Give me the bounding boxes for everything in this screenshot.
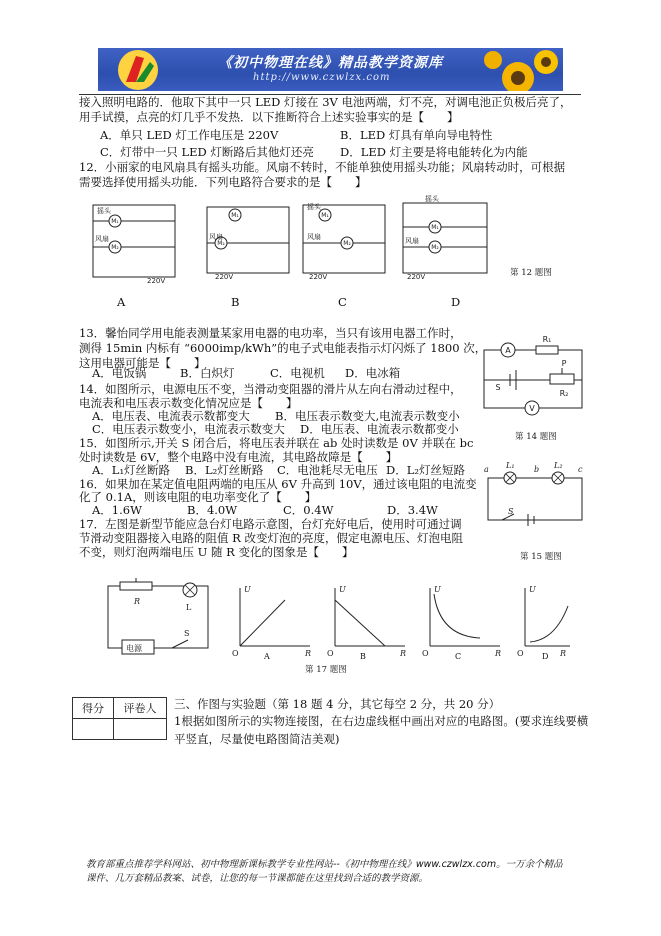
fig15-label-l1: L₁ [506, 461, 515, 470]
fig17-b-o: O [327, 649, 334, 658]
q16-option-c: C．0.4W [283, 503, 334, 517]
q17-stem-line1: 17．左图是新型节能应急台灯电路示意图，台灯充好电后，使用时可通过调 [79, 517, 462, 531]
fig15-label-b: b [534, 465, 540, 474]
fig12-d-220v: 220V [407, 273, 426, 281]
fig14-voltmeter: V [529, 404, 535, 413]
q18-stem-line2: 平竖直，尽量使电路图简洁美观) [174, 732, 340, 746]
footer [86, 858, 563, 886]
footer-line1: 教育部重点推荐学科网站、初中物理新课标教学专业性网站--《初中物理在线》www.czwlzx.com。一万余个精品 [86, 859, 563, 870]
fig12-option-c: C [338, 295, 347, 309]
fig12-option-b: B [231, 295, 240, 309]
q14-stem-line2: 电流表和电压表示数变化情况应是【 】 [79, 396, 298, 410]
q11-option-c: C．灯带中一只 LED 灯断路后其他灯还亮 [100, 145, 314, 159]
fig15-caption: 第 15 题图 [520, 552, 562, 562]
fig12-caption: 第 12 题图 [510, 268, 552, 278]
q12-stem-line1: 12．小丽家的电风扇具有摇头功能。风扇不转时，不能单独使用摇头功能；风扇转动时，可根据 [79, 160, 566, 174]
q13-stem-line3: 这用电器可能是【 】 [79, 356, 206, 370]
grader-header: 评卷人 [114, 698, 167, 719]
q13-option-a: A．电饭锅 [92, 366, 147, 380]
fig17-d-u: U [529, 585, 536, 594]
fig12-d-m2: M₂ [431, 244, 439, 251]
fig17-option-b: B [360, 652, 366, 661]
score-table [72, 697, 167, 740]
q13-stem-line1: 13．馨怡同学用电能表测量某家用电器的电功率，当只有该用电器工作时， [79, 326, 462, 340]
fig17-option-a: A [264, 652, 270, 661]
fig15-label-a: a [484, 465, 489, 474]
q16-option-d: D．3.4W [387, 503, 438, 517]
fig17-label-source: 电源 [126, 644, 142, 653]
fig17-d-o: O [517, 649, 524, 658]
fig17-d-r: R [560, 649, 567, 658]
fig14-r1: R₁ [542, 335, 552, 344]
fig17-a-u: U [244, 585, 251, 594]
q11-option-d: D．LED 灯主要是将电能转化为内能 [340, 145, 528, 159]
score-header: 得分 [73, 698, 114, 719]
fig12-b-m2: M₂ [217, 240, 225, 247]
fig12-option-a: A [117, 295, 126, 309]
q16-stem-line1: 16．如果加在某定值电阻两端的电压从 6V 升高到 10V，通过该电阻的电流变 [79, 477, 477, 491]
grader-cell[interactable] [114, 719, 167, 740]
q12-stem-line2: 需要选择使用摇头功能．下列电路符合要求的是【 】 [79, 175, 367, 189]
fig17-label-r: R [134, 597, 141, 606]
fig12-a-yaotou: 摇头 [97, 207, 111, 215]
fig17-a-o: O [232, 649, 239, 658]
q11-option-a: A．单只 LED 灯工作电压是 220V [100, 128, 279, 142]
fig14-r2: R₂ [559, 389, 569, 398]
fig17-c-o: O [422, 649, 429, 658]
fig12-c-m1: M₁ [321, 212, 329, 219]
fig12-circuits [85, 195, 505, 293]
q15-option-c: C．电池耗尽无电压 [277, 463, 378, 477]
fig17-figure [100, 578, 570, 663]
fig12-label-m1: M₁ [111, 218, 119, 225]
q14-stem-line1: 14．如图所示，电源电压不变，当滑动变阻器的滑片从左向右滑动过程中， [79, 382, 462, 396]
q11-stem-line2: 用手试摸，点亮的灯几乎不发热．以下推断符合上述实验事实的是【 】 [79, 110, 459, 124]
score-cell[interactable] [73, 719, 114, 740]
fig12-b-fengshan: 风扇 [209, 233, 223, 241]
fig17-label-s: S [184, 629, 190, 638]
fig17-option-d: D [542, 652, 549, 661]
fig12-d-fengshan: 风扇 [405, 237, 419, 245]
fig17-b-r: R [400, 649, 407, 658]
q13-option-b: B．白炽灯 [180, 366, 235, 380]
fig15-circuit [480, 458, 590, 530]
fig12-a-fengshan: 风扇 [95, 235, 109, 243]
fig14-caption: 第 14 题图 [515, 432, 557, 442]
fig17-b-u: U [339, 585, 346, 594]
fig17-a-r: R [305, 649, 312, 658]
q14-option-a: A．电压表、电流表示数都变大 [92, 409, 250, 423]
q17-stem-line2: 节滑动变阻器接入电路的阻值 R 改变灯泡的亮度，假定电源电压、灯泡电阻 [79, 531, 463, 545]
fig15-label-s: S [508, 507, 514, 516]
fig17-c-u: U [434, 585, 441, 594]
q15-option-a: A．L₁灯丝断路 [92, 463, 171, 477]
q14-option-b: B．电压表示数变大,电流表示数变小 [275, 409, 460, 423]
fig14-s: S [495, 383, 501, 392]
fig12-d-yaotou: 摇头 [425, 195, 439, 203]
fig12-d-m1: M₁ [431, 224, 439, 231]
section3-heading: 三、作图与实验题（第 18 题 4 分，其它每空 2 分，共 20 分） [174, 697, 501, 711]
q18-stem-line1: 1根据如图所示的实物连接图，在右边虚线框中画出对应的电路图。(要求连线要横 [174, 714, 589, 728]
q15-stem-line2: 处时读数是 6V，整个电路中没有电流，其电路故障是【 】 [79, 450, 398, 464]
footer-line2: 课件、几万套精品教案、试卷，让您的每一节课都能在这里找到合适的教学资源。 [86, 873, 429, 884]
q17-stem-line3: 不变，则灯泡两端电压 U 随 R 变化的图象是【 】 [79, 545, 354, 559]
q14-option-d: D．电压表、电流表示数都变小 [300, 422, 459, 436]
q13-option-c: C．电视机 [270, 366, 325, 380]
fig15-label-l2: L₂ [554, 461, 563, 470]
fig12-a-220v: 220V [147, 277, 166, 285]
fig17-caption: 第 17 题图 [305, 665, 347, 675]
q16-option-a: A．1.6W [92, 503, 142, 517]
q13-option-d: D．电冰箱 [345, 366, 401, 380]
q11-option-b: B．LED 灯具有单向导电特性 [340, 128, 493, 142]
q15-stem-line1: 15．如图所示,开关 S 闭合后，将电压表并联在 ab 处时读数是 0V 并联在 bc [79, 436, 474, 450]
header-banner [98, 48, 563, 91]
q16-stem-line2: 化了 0.1A，则该电阻的电功率变化了【 】 [79, 490, 317, 504]
fig14-circuit [480, 332, 590, 422]
fig12-b-m1: M₁ [231, 212, 239, 219]
fig12-label-m2: M₂ [111, 244, 119, 251]
fig12-c-fengshan: 风扇 [307, 233, 321, 241]
fig12-c-220v: 220V [309, 273, 328, 281]
fig12-option-d: D [451, 295, 461, 309]
q16-option-b: B．4.0W [187, 503, 238, 517]
banner-title: 《初中物理在线》精品教学资源库 [218, 55, 443, 71]
banner-url[interactable]: http://www.czwlzx.com [253, 72, 391, 83]
fig14-ammeter: A [505, 346, 511, 355]
fig15-label-c: c [578, 465, 583, 474]
q15-option-d: D．L₂灯丝短路 [386, 463, 465, 477]
q15-option-b: B．L₂灯丝断路 [185, 463, 264, 477]
fig17-option-c: C [455, 652, 462, 661]
fig12-b-220v: 220V [215, 273, 234, 281]
fig12-c-yaotou: 摇头 [307, 203, 321, 211]
q11-stem-line1: 接入照明电路的．他取下其中一只 LED 灯接在 3V 电池两端，灯不亮，对调电池正负极后亮了， [79, 95, 572, 109]
q13-stem-line2: 测得 15min 内标有 “6000imp/kWh”的电子式电能表指示灯闪烁了 1800 次， [79, 341, 487, 355]
q14-option-c: C．电压表示数变小，电流表示数变大 [92, 422, 285, 436]
fig17-label-l: L [186, 603, 192, 612]
fig14-p: P [561, 359, 567, 368]
fig17-c-r: R [495, 649, 502, 658]
fig12-c-m2: M₂ [343, 240, 351, 247]
